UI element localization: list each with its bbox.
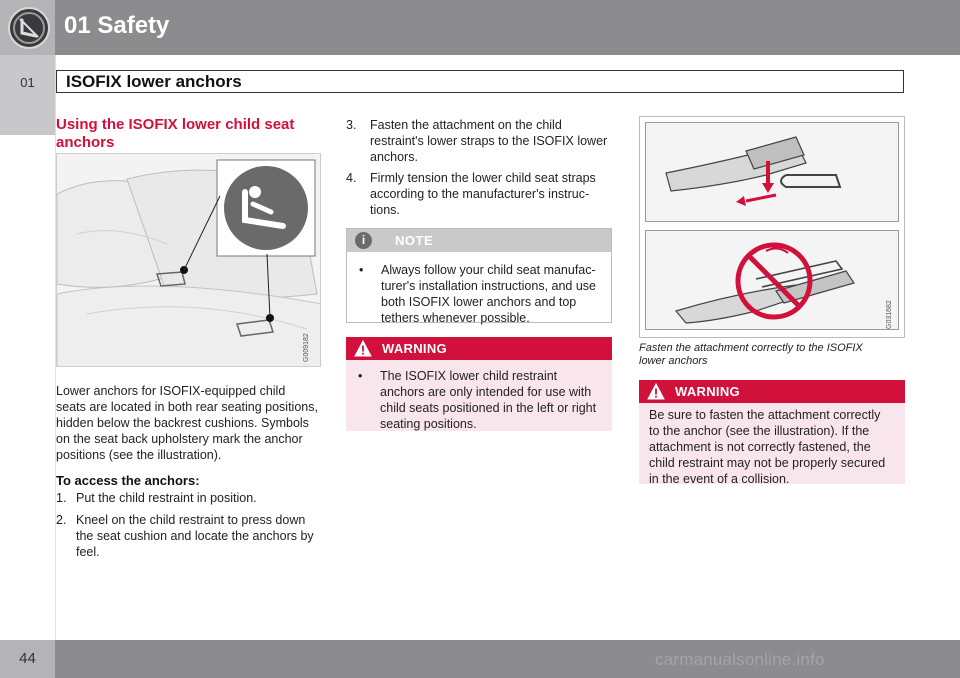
note-line: turer's installation instructions, and use <box>381 279 596 293</box>
warning-line: to the anchor (see the illustration). If the <box>649 424 870 438</box>
note-line: tethers whenever possible. <box>381 311 530 325</box>
child-seat-chapter-icon <box>8 7 50 49</box>
step-number: 4. <box>346 171 357 185</box>
warning-triangle-icon <box>647 383 665 400</box>
step-item <box>346 117 616 165</box>
note-text <box>381 262 596 326</box>
step-text <box>370 117 607 165</box>
figure-id-2: G031682 <box>886 300 893 329</box>
step-line: Fasten the attachment on the child <box>370 118 562 132</box>
warning-triangle-icon <box>354 340 372 357</box>
step-item <box>56 490 326 506</box>
warning-line: Be sure to fasten the attachment correctly <box>649 408 881 422</box>
warning-line: child seats positioned in the left or right <box>380 401 597 415</box>
step-number: 2. <box>56 513 67 527</box>
step-line: feel. <box>76 545 100 559</box>
chapter-title: 01 Safety <box>64 12 170 39</box>
side-chapter-tab <box>0 55 55 135</box>
section-title-bar <box>56 70 904 93</box>
figure-caption <box>639 342 905 368</box>
seat-drawing <box>57 154 321 367</box>
warning-title: WARNING <box>675 384 740 399</box>
step-item <box>56 512 326 560</box>
caption-line: Fasten the attachment correctly to the ISOFIX <box>639 342 863 354</box>
paragraph-line: seats are located in both rear seating positions, <box>56 400 318 414</box>
intro-paragraph <box>56 383 318 463</box>
paragraph-line: hidden below the backrest cushions. Symbols <box>56 416 309 430</box>
note-bullet <box>359 262 609 326</box>
isofix-seat-illustration <box>56 153 321 367</box>
step-line: Kneel on the child restraint to press down <box>76 513 306 527</box>
header-chapter-tab <box>0 0 55 55</box>
step-line: the seat cushion and locate the anchors by <box>76 529 314 543</box>
step-number: 3. <box>346 118 357 132</box>
warning-line: attachment is not correctly fastened, the <box>649 440 871 454</box>
page-number: 44 <box>19 650 36 667</box>
note-box <box>346 228 612 323</box>
step-line: according to the manufacturer's instruc- <box>370 187 590 201</box>
note-title: NOTE <box>395 233 434 248</box>
left-heading: Using the ISOFIX lower child seat anchors <box>56 116 295 151</box>
step-item <box>346 170 616 218</box>
step-text <box>370 170 596 218</box>
figure-id-1: G009182 <box>303 333 310 362</box>
paragraph-line: Lower anchors for ISOFIX-equipped child <box>56 384 286 398</box>
correct-attachment-drawing <box>646 123 899 222</box>
warning-box-right <box>639 380 905 484</box>
step-line: Firmly tension the lower child seat straps <box>370 171 596 185</box>
note-header <box>347 229 611 252</box>
incorrect-attachment-panel <box>645 230 899 330</box>
warning-line: seating positions. <box>380 417 477 431</box>
warning-line: child restraint may not be properly secured <box>649 456 886 470</box>
paragraph-line: positions (see the illustration). <box>56 448 222 462</box>
correct-attachment-panel <box>645 122 899 222</box>
warning-header <box>346 337 612 360</box>
attachment-illustration <box>639 116 905 338</box>
step-line: anchors. <box>370 150 418 164</box>
warning-line: The ISOFIX lower child restraint <box>380 369 558 383</box>
caption-line: lower anchors <box>639 355 708 367</box>
note-line: both ISOFIX lower anchors and top <box>381 295 577 309</box>
warning-text <box>649 407 901 487</box>
info-icon: i <box>355 232 372 249</box>
watermark-text: carmanualsonline.info <box>655 650 825 669</box>
step-line: Put the child restraint in position. <box>76 491 257 505</box>
bullet-dot: • <box>358 369 363 383</box>
step-line: restraint's lower straps to the ISOFIX lower <box>370 134 608 148</box>
paragraph-line: on the seat back upholstery mark the anchor <box>56 432 303 446</box>
side-chapter-number: 01 <box>20 75 35 90</box>
warning-bullet <box>358 368 608 432</box>
warning-line: anchors are only intended for use with <box>380 385 592 399</box>
warning-title: WARNING <box>382 341 447 356</box>
section-title: ISOFIX lower anchors <box>66 72 242 91</box>
warning-text <box>380 368 596 432</box>
warning-line: in the event of a collision. <box>649 472 790 486</box>
incorrect-attachment-drawing <box>646 231 899 330</box>
step-number: 1. <box>56 491 67 505</box>
step-line: tions. <box>370 203 400 217</box>
note-line: Always follow your child seat manufac- <box>381 263 596 277</box>
step-text <box>76 512 314 560</box>
warning-header <box>639 380 905 403</box>
access-heading: To access the anchors: <box>56 473 200 488</box>
bullet-dot: • <box>359 263 364 277</box>
warning-box-middle <box>346 337 612 431</box>
